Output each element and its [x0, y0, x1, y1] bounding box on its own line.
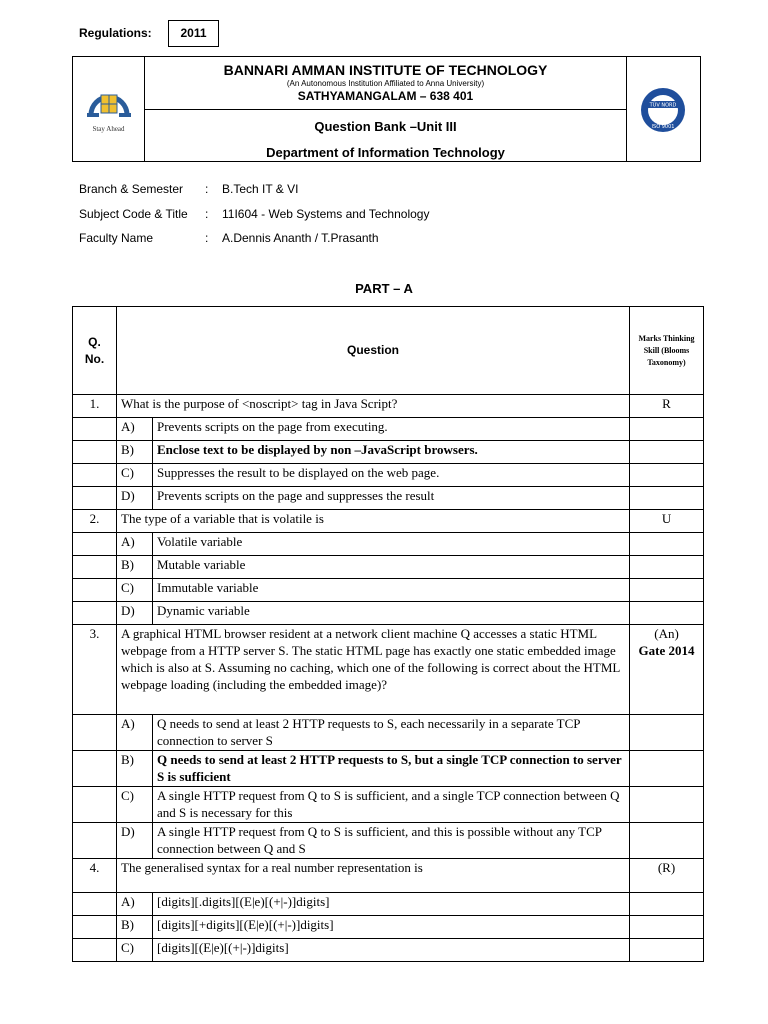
option-row [73, 487, 704, 510]
option-row [73, 418, 704, 441]
info-value: A.Dennis Ananth / T.Prasanth [222, 231, 379, 245]
institute-logo-icon [83, 81, 135, 131]
question-number: 2. [73, 510, 117, 533]
option-row [73, 579, 704, 602]
option-key: B) [117, 556, 153, 579]
option-key: B) [117, 916, 153, 939]
option-text: Suppresses the result to be displayed on the web page. [153, 464, 630, 487]
question-row [73, 510, 704, 533]
question-level: R [630, 395, 704, 418]
question-text: What is the purpose of <noscript> tag in Java Script? [117, 395, 630, 418]
option-row [73, 602, 704, 625]
option-key: A) [117, 533, 153, 556]
option-key: C) [117, 787, 153, 823]
option-row [73, 464, 704, 487]
info-colon: : [205, 231, 209, 245]
institute-location: SATHYAMANGALAM – 638 401 [297, 89, 474, 103]
option-row [73, 715, 704, 751]
cert-logo-text-bottom: ISO 9001 [651, 124, 675, 130]
option-key: D) [117, 602, 153, 625]
iso-certification-icon [630, 85, 696, 135]
option-row [73, 533, 704, 556]
question-level: U [630, 510, 704, 533]
option-text: [digits][+digits][(E|e)[(+|-)]digits] [153, 916, 630, 939]
option-key: B) [117, 441, 153, 464]
question-table [72, 306, 704, 962]
option-text-answer: Enclose text to be displayed by non –JavaScript browsers. [153, 441, 630, 464]
info-label: Branch & Semester [79, 182, 184, 196]
question-bank-title: Question Bank –Unit III [314, 119, 457, 134]
option-text-answer: Q needs to send at least 2 HTTP requests to S, but a single TCP connection to server S is sufficient [153, 751, 630, 787]
department-title: Department of Information Technology [266, 145, 505, 160]
question-number: 1. [73, 395, 117, 418]
table-header-row [73, 307, 704, 395]
option-key: A) [117, 715, 153, 751]
institute-logo-cell [73, 57, 145, 161]
part-title: PART – A [355, 281, 413, 296]
question-level: (R) [630, 859, 704, 893]
option-text: Mutable variable [153, 556, 630, 579]
question-number: 4. [73, 859, 117, 893]
option-text: Prevents scripts on the page and suppresses the result [153, 487, 630, 510]
question-text: The type of a variable that is volatile is [117, 510, 630, 533]
option-row [73, 939, 704, 962]
header-marks: Marks Thinking Skill (Blooms Taxonomy) [630, 307, 704, 395]
question-number: 3. [73, 625, 117, 715]
option-key: D) [117, 823, 153, 859]
certification-logo-cell [626, 57, 700, 161]
option-text: Prevents scripts on the page from executing. [153, 418, 630, 441]
option-text: [digits][(E|e)[(+|-)]digits] [153, 939, 630, 962]
question-text: The generalised syntax for a real number representation is [117, 859, 630, 893]
info-row-faculty [0, 231, 768, 251]
option-row [73, 751, 704, 787]
info-value: 11I604 - Web Systems and Technology [222, 207, 430, 221]
option-row [73, 787, 704, 823]
option-row [73, 893, 704, 916]
option-text: Dynamic variable [153, 602, 630, 625]
option-key: D) [117, 487, 153, 510]
question-row [73, 395, 704, 418]
option-row [73, 556, 704, 579]
info-label: Faculty Name [79, 231, 154, 245]
institute-name: BANNARI AMMAN INSTITUTE OF TECHNOLOGY [223, 62, 548, 78]
option-key: C) [117, 939, 153, 962]
question-row [73, 625, 704, 715]
option-key: A) [117, 418, 153, 441]
institute-subtitle: (An Autonomous Institution Affiliated to Anna University) [286, 79, 485, 88]
header-divider [144, 109, 627, 110]
option-key: C) [117, 579, 153, 602]
option-key: B) [117, 751, 153, 787]
info-value: B.Tech IT & VI [222, 182, 299, 196]
option-text: [digits][.digits][(E|e)[(+|-)]digits] [153, 893, 630, 916]
question-level-cell [630, 625, 704, 715]
document-header [72, 56, 701, 162]
option-text: A single HTTP request from Q to S is sufficient, and a single TCP connection between Q and S is necessary for this [153, 787, 630, 823]
regulations-value: 2011 [168, 20, 219, 47]
option-row [73, 823, 704, 859]
option-text: Q needs to send at least 2 HTTP requests to S, each necessarily in a separate TCP connection to server S [153, 715, 630, 751]
option-key: C) [117, 464, 153, 487]
option-text: Immutable variable [153, 579, 630, 602]
question-row [73, 859, 704, 893]
header-qno: Q. No. [73, 307, 117, 395]
header-question: Question [117, 307, 630, 395]
question-text: A graphical HTML browser resident at a network client machine Q accesses a static HTML webpage from a HTTP server S. The static HTML page has exactly one static embedded image which is also at S. Assuming no caching, which one of the following is correct about the HTML webpage loading (including the embedded image)? [117, 625, 630, 715]
regulations-label: Regulations: [79, 26, 152, 40]
info-colon: : [205, 207, 209, 221]
option-row [73, 441, 704, 464]
option-text: A single HTTP request from Q to S is sufficient, and this is possible without any TCP connection between Q and S [153, 823, 630, 859]
info-colon: : [205, 182, 209, 196]
info-row-subject [0, 207, 768, 227]
info-row-branch [0, 182, 768, 202]
question-level-note: Gate 2014 [638, 643, 695, 658]
option-row [73, 916, 704, 939]
cert-logo-text-top: TÜV NORD [649, 102, 677, 109]
option-key: A) [117, 893, 153, 916]
logo-tagline: Stay Ahead [92, 125, 125, 133]
info-label: Subject Code & Title [79, 207, 188, 221]
question-level: (An) [654, 626, 679, 641]
option-text: Volatile variable [153, 533, 630, 556]
